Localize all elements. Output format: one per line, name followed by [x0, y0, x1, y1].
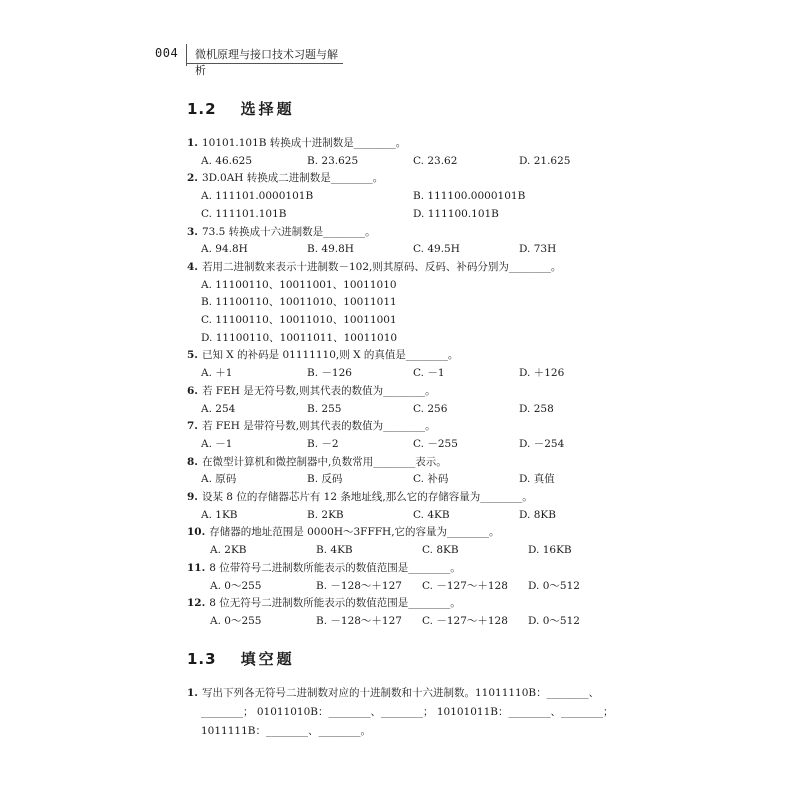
book-title: 微机原理与接口技术习题与解析	[195, 48, 338, 77]
answer-option-c: C. 256	[413, 402, 448, 415]
question-number: 8.	[187, 455, 198, 468]
fill-question-line	[201, 724, 371, 738]
section-heading-fill	[187, 648, 295, 669]
answer-option-d: D. 73H	[519, 243, 557, 256]
fill-question-text: ________； 01011010B：________、________； 10101011B：________、________；	[201, 706, 614, 718]
section-heading-choice	[187, 98, 295, 119]
answer-option-c: C. 23.62	[413, 154, 458, 167]
question-stem	[187, 260, 561, 274]
answer-option-a: A. 原码	[201, 473, 237, 486]
answer-option-d: D. 0～512	[528, 579, 580, 592]
question-text: 8 位带符号二进制数所能表示的数值范围是________。	[209, 561, 461, 574]
answer-option-b: B. －128～＋127	[316, 614, 402, 627]
section-number: 1.2	[187, 100, 217, 118]
answer-option-d: D. 258	[519, 402, 554, 415]
answer-option-d: D. 21.625	[519, 154, 571, 167]
answer-option-c: C. －127～＋128	[422, 579, 508, 592]
answer-option-c: C. 11100110、10011010、10011001	[201, 314, 397, 326]
answer-option-a: A. 94.8H	[201, 243, 248, 256]
question-number: 2.	[187, 172, 198, 185]
answer-option-d: D. 16KB	[528, 544, 572, 557]
question-number: 11.	[187, 561, 206, 574]
answer-option-a: A. ＋1	[201, 367, 233, 380]
answer-option-b: B. －128～＋127	[316, 579, 402, 592]
answer-option-a: A. 1KB	[201, 508, 238, 521]
answer-option-b: B. 111100.0000101B	[413, 190, 526, 203]
answer-option-d: D. 8KB	[519, 508, 556, 521]
question-text: 8 位无符号二进制数所能表示的数值范围是________。	[209, 597, 461, 610]
answer-option-a: A. 0～255	[210, 614, 262, 627]
answer-option-d: D. －254	[519, 437, 565, 450]
answer-option-b: B. 255	[307, 402, 342, 415]
answer-option-a: A. 0～255	[210, 579, 262, 592]
question-number: 7.	[187, 420, 198, 433]
section-title: 填空题	[240, 650, 295, 668]
fill-question-line	[201, 705, 614, 719]
question-text: 设某 8 位的存储器芯片有 12 条地址线,那么它的存储容量为________。	[201, 491, 533, 503]
answer-option-d: D. ＋126	[519, 367, 565, 380]
section-title: 选择题	[240, 100, 295, 118]
answer-option-c: C. 4KB	[413, 508, 450, 521]
header-rule	[186, 63, 343, 64]
answer-option-c: C. －1	[413, 367, 445, 380]
question-number: 6.	[187, 384, 198, 397]
answer-option-b: B. 49.8H	[307, 243, 354, 256]
answer-option-b: B. 2KB	[307, 508, 344, 521]
question-number: 3.	[187, 225, 198, 238]
answer-option-b: B. －2	[307, 437, 339, 450]
question-text: 若用二进制数来表示十进制数－102,则其原码、反码、补码分别为________。	[201, 260, 562, 273]
question-stem	[187, 596, 461, 610]
answer-option-a: A. 2KB	[210, 544, 247, 557]
question-text: 10101.101B 转换成十进制数是________。	[201, 137, 407, 149]
answer-option-c: C. －127～＋128	[422, 614, 508, 627]
answer-option-d: D. 0～512	[528, 614, 580, 627]
question-text: 3D.0AH 转换成二进制数是________。	[201, 172, 384, 185]
question-stem	[187, 455, 447, 469]
answer-option-c: C. 111101.101B	[201, 207, 287, 220]
question-stem	[187, 490, 533, 504]
question-stem	[187, 419, 436, 433]
answer-option-d: D. 111100.101B	[413, 207, 499, 220]
question-text: 在微型计算机和微控制器中,负数常用________表示。	[201, 455, 447, 468]
question-number: 1.	[187, 687, 198, 699]
answer-option-a: A. 11100110、10011001、10011010	[201, 278, 397, 291]
question-text: 已知 X 的补码是 01111110,则 X 的真值是________。	[201, 349, 459, 362]
question-number: 12.	[187, 597, 206, 610]
answer-option-c: C. 8KB	[422, 544, 459, 557]
answer-option-b: B. 23.625	[307, 154, 359, 167]
answer-option-b: B. 4KB	[316, 544, 353, 557]
section-number: 1.3	[187, 650, 217, 668]
question-text: 若 FEH 是无符号数,则其代表的数值为________。	[201, 384, 436, 397]
question-stem	[187, 384, 436, 398]
question-stem	[187, 348, 458, 362]
answer-option-a: A. 46.625	[201, 154, 252, 167]
question-stem	[187, 171, 383, 185]
page-number: 004	[155, 46, 179, 60]
fill-question-text: 1011111B：________、________。	[201, 725, 371, 737]
running-header	[155, 44, 345, 77]
question-number: 5.	[187, 349, 198, 362]
question-stem	[187, 525, 500, 539]
answer-option-a: A. －1	[201, 437, 233, 450]
answer-option-c: C. －255	[413, 437, 458, 450]
question-number: 1.	[187, 137, 198, 149]
answer-option-d: D. 真值	[519, 473, 555, 486]
fill-question-line	[187, 686, 599, 700]
answer-option-c: C. 补码	[413, 473, 449, 486]
question-text: 若 FEH 是带符号数,则其代表的数值为________。	[201, 420, 436, 433]
answer-option-d: D. 11100110、10011011、10011010	[201, 331, 398, 344]
question-number: 10.	[187, 526, 206, 539]
question-number: 4.	[187, 260, 198, 273]
answer-option-b: B. 11100110、10011010、10011011	[201, 296, 397, 309]
answer-option-a: A. 111101.0000101B	[201, 190, 314, 203]
answer-option-c: C. 49.5H	[413, 243, 460, 256]
answer-option-b: B. －126	[307, 367, 352, 380]
answer-option-b: B. 反码	[307, 473, 343, 486]
question-text: 73.5 转换成十六进制数是________。	[201, 225, 376, 238]
answer-option-a: A. 254	[201, 402, 236, 415]
question-stem	[187, 225, 376, 239]
question-stem	[187, 136, 406, 150]
question-number: 9.	[187, 491, 198, 503]
fill-question-text: 写出下列各无符号二进制数对应的十进制数和十六进制数。11011110B：________、	[201, 687, 600, 699]
question-text: 存储器的地址范围是 0000H～3FFFH,它的容量为________。	[209, 526, 500, 539]
question-stem	[187, 561, 461, 575]
